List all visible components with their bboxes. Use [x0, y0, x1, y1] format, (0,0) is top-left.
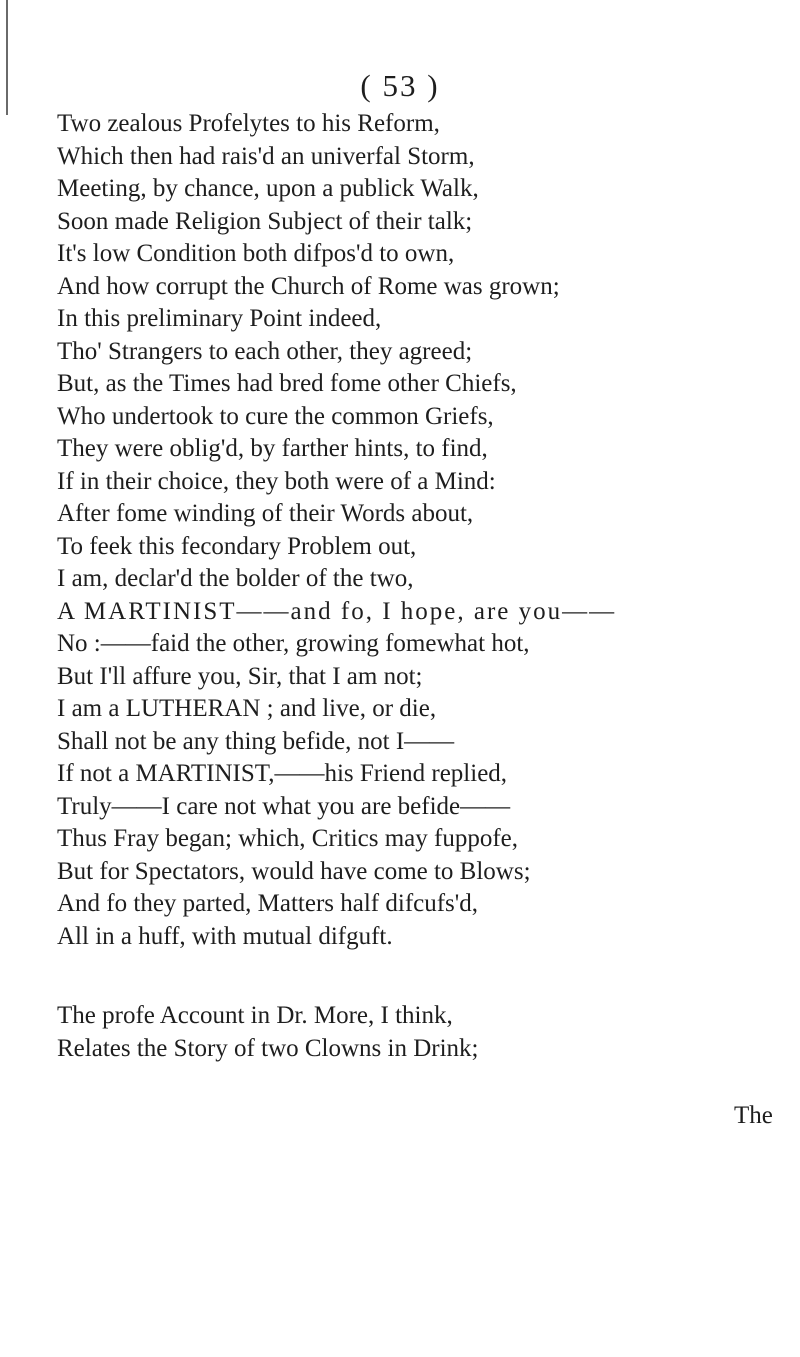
catchword: The	[734, 1102, 773, 1129]
poem-line: Thus Fray began; which, Critics may fuppofe,	[57, 825, 519, 852]
section-gap	[57, 953, 797, 1000]
poem-line: It's low Condition both difpos'd to own,	[57, 240, 455, 267]
poem-line: In this preliminary Point indeed,	[57, 305, 382, 332]
poem-line: No :——faid the other, growing fomewhat hot,	[57, 630, 530, 657]
poem-line: I am a LUTHERAN ; and live, or die,	[57, 695, 437, 722]
poem-line: Two zealous Profelytes to his Reform,	[57, 110, 440, 137]
poem-line: Tho' Strangers to each other, they agreed;	[57, 337, 473, 365]
poem-line: And how corrupt the Church of Rome was grown;	[57, 272, 560, 300]
poem-line: Truly——I care not what you are befide——	[57, 792, 511, 820]
poem-line: Meeting, by chance, upon a publick Walk,	[57, 175, 479, 202]
poem-line: After fome winding of their Words about,	[57, 500, 474, 527]
poem-line: Shall not be any thing befide, not I——	[57, 727, 455, 755]
poem-line: All in a huff, with mutual difguft.	[57, 922, 393, 950]
poem-line: But, as the Times had bred fome other Chiefs,	[57, 370, 517, 397]
poem-line: A MARTINIST——and fo, I hope, are you——	[57, 597, 617, 625]
poem-line: Which then had rais'd an univerfal Storm,	[57, 142, 475, 170]
poem-line: Soon made Religion Subject of their talk;	[57, 207, 473, 235]
poem-line: I am, declar'd the bolder of the two,	[57, 565, 414, 592]
poem-line: They were oblig'd, by farther hints, to find,	[57, 435, 488, 462]
prose-line: The profe Account in Dr. More, I think,	[57, 1002, 453, 1029]
poem-line: If not a MARTINIST,——his Friend replied,	[57, 760, 508, 787]
poem-line: But for Spectators, would have come to Blows;	[57, 857, 531, 885]
poem-line: But I'll affure you, Sir, that I am not;	[57, 662, 423, 690]
poem-line: To feek this fecondary Problem out,	[57, 532, 417, 560]
poem-line: And fo they parted, Matters half difcufs'd,	[57, 890, 479, 917]
prose-line: Relates the Story of two Clowns in Drink;	[57, 1034, 479, 1062]
page-number: ( 53 )	[360, 68, 440, 103]
poem-line: Who undertook to cure the common Griefs,	[57, 402, 494, 430]
poem-body	[57, 108, 797, 1065]
poem-line: If in their choice, they both were of a Mind:	[57, 467, 496, 495]
